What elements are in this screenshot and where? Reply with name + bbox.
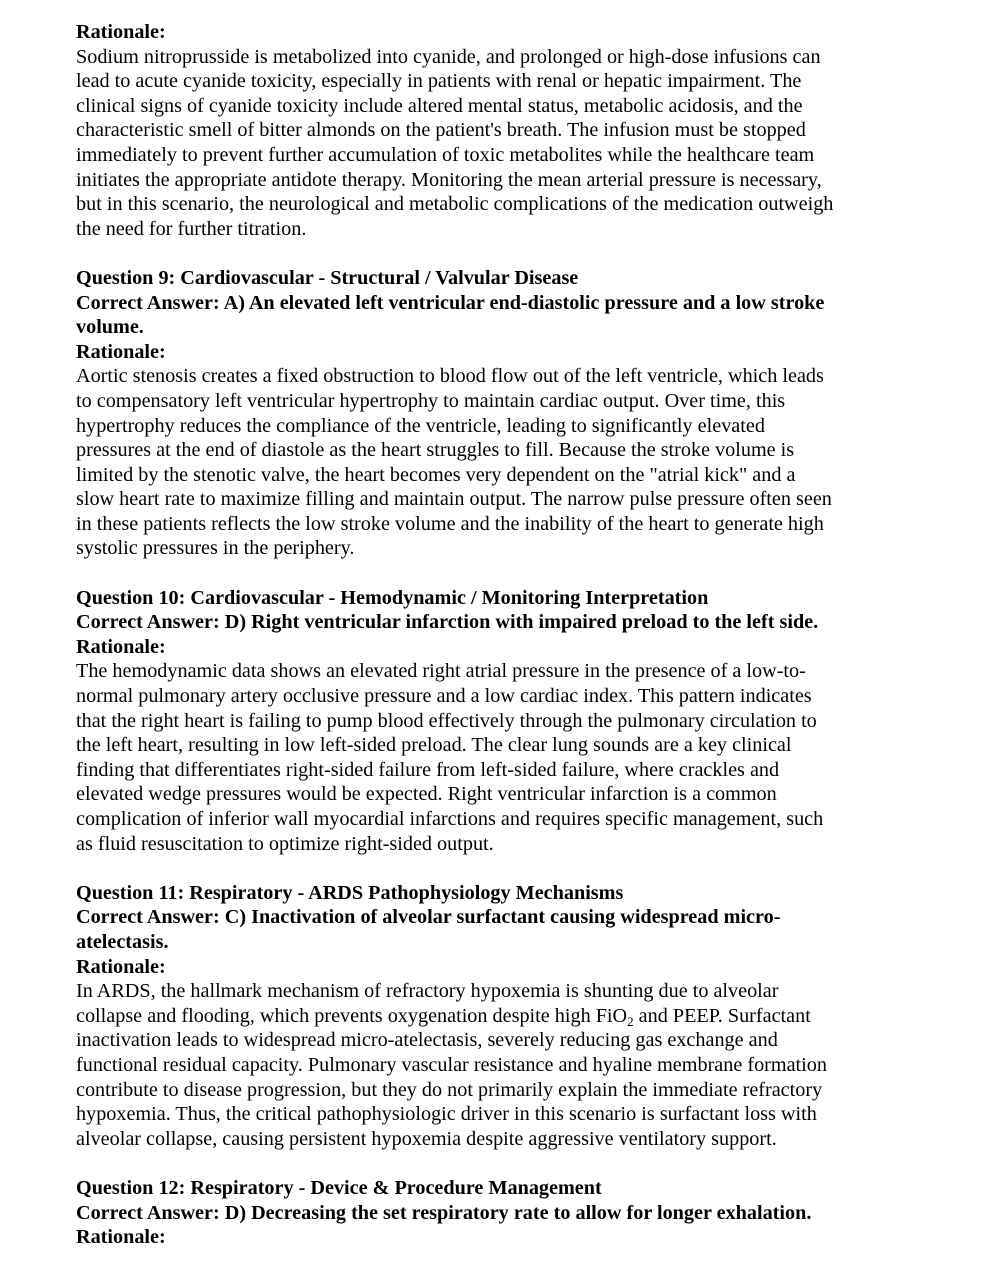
rationale-line: limited by the stenotic valve, the heart becomes very dependent on the "atrial kick" and a (76, 463, 796, 486)
rationale-label: Rationale: (76, 21, 166, 43)
question-title: Question 12: Respiratory - Device & Procedure Management (76, 1176, 602, 1199)
rationale-text (76, 979, 906, 1151)
rationale-label: Rationale: (76, 1226, 166, 1249)
spacer (76, 561, 906, 586)
question-title: Question 11: Respiratory - ARDS Pathophysiology Mechanisms (76, 881, 624, 904)
rationale-line: in these patients reflects the low stroke volume and the inability of the heart to generate high (76, 512, 824, 535)
rationale-line: In ARDS, the hallmark mechanism of refractory hypoxemia is shunting due to alveolar (76, 980, 779, 1003)
rationale-line: initiates the appropriate antidote therapy. Monitoring the mean arterial pressure is necessary, (76, 168, 822, 191)
rationale-line: to compensatory left ventricular hypertrophy to maintain cardiac output. Over time, this (76, 389, 786, 412)
spacer (76, 1151, 906, 1176)
rationale-text (76, 364, 906, 561)
spacer (76, 856, 906, 881)
question-12-section (76, 1176, 906, 1250)
document-page (76, 20, 906, 1250)
correct-answer: Correct Answer: D) Right ventricular infarction with impaired preload to the left side. (76, 611, 819, 634)
rationale-label: Rationale: (76, 635, 166, 658)
question-11-section (76, 881, 906, 1152)
rationale-line: hypertrophy reduces the compliance of the ventricle, leading to significantly elevated (76, 414, 765, 437)
question-title: Question 9: Cardiovascular - Structural / Valvular Disease (76, 266, 579, 289)
correct-answer: Correct Answer: D) Decreasing the set respiratory rate to allow for longer exhalation. (76, 1201, 812, 1224)
subscript: 2 (627, 1013, 634, 1029)
rationale-line: normal pulmonary artery occlusive pressure and a low cardiac index. This pattern indicates (76, 685, 812, 708)
rationale-line: The hemodynamic data shows an elevated right atrial pressure in the presence of a low-to- (76, 660, 806, 683)
rationale-line: Sodium nitroprusside is metabolized into cyanide, and prolonged or high-dose infusions can (76, 45, 821, 68)
rationale-line: that the right heart is failing to pump blood effectively through the pulmonary circulation to (76, 709, 817, 732)
rationale-line: alveolar collapse, causing persistent hypoxemia despite aggressive ventilatory support. (76, 1127, 777, 1150)
rationale-line: the left heart, resulting in low left-sided preload. The clear lung sounds are a key clinical (76, 734, 792, 757)
question-9-section (76, 266, 906, 561)
rationale-text (76, 45, 906, 242)
rationale-line: as fluid resuscitation to optimize right-sided output. (76, 832, 494, 855)
rationale-line: inactivation leads to widespread micro-atelectasis, severely reducing gas exchange and (76, 1029, 778, 1052)
rationale-line: immediately to prevent further accumulation of toxic metabolites while the healthcare team (76, 143, 815, 166)
rationale-line: contribute to disease progression, but they do not primarily explain the immediate refractory (76, 1078, 823, 1101)
rationale-label: Rationale: (76, 340, 166, 363)
rationale-fragment: collapse and flooding, which prevents oxygenation despite high FiO (76, 1004, 628, 1027)
rationale-line: elevated wedge pressures would be expected. Right ventricular infarction is a common (76, 783, 777, 806)
rationale-line: complication of inferior wall myocardial infarctions and requires specific management, such (76, 808, 824, 830)
correct-answer: Correct Answer: C) Inactivation of alveolar surfactant causing widespread micro- (76, 906, 781, 929)
correct-answer: atelectasis. (76, 930, 169, 953)
rationale-line: clinical signs of cyanide toxicity include altered mental status, metabolic acidosis, and the (76, 94, 803, 117)
correct-answer: Correct Answer: A) An elevated left ventricular end-diastolic pressure and a low stroke (76, 291, 825, 314)
rationale-line: slow heart rate to maximize filling and maintain output. The narrow pulse pressure often seen (76, 488, 832, 511)
spacer (76, 241, 906, 266)
rationale-line: systolic pressures in the periphery. (76, 537, 355, 560)
question-8-section (76, 20, 906, 241)
rationale-line: Aortic stenosis creates a fixed obstruction to blood flow out of the left ventricle, which leads (76, 365, 824, 388)
question-10-section (76, 586, 906, 857)
rationale-line (76, 1004, 906, 1029)
question-title: Question 10: Cardiovascular - Hemodynamic / Monitoring Interpretation (76, 586, 709, 609)
rationale-label: Rationale: (76, 955, 166, 978)
correct-answer: volume. (76, 316, 144, 339)
rationale-line: lead to acute cyanide toxicity, especially in patients with renal or hepatic impairment. The (76, 70, 802, 93)
rationale-line: functional residual capacity. Pulmonary vascular resistance and hyaline membrane formation (76, 1053, 827, 1076)
rationale-line: characteristic smell of bitter almonds on the patient's breath. The infusion must be stopped (76, 119, 806, 142)
rationale-line: finding that differentiates right-sided failure from left-sided failure, where crackles and (76, 758, 780, 781)
rationale-line: but in this scenario, the neurological and metabolic complications of the medication outweigh (76, 193, 834, 216)
rationale-fragment: and PEEP. Surfactant (633, 1004, 811, 1027)
rationale-line: the need for further titration. (76, 217, 307, 240)
rationale-line: pressures at the end of diastole as the heart struggles to fill. Because the stroke volume is (76, 439, 795, 462)
rationale-line: hypoxemia. Thus, the critical pathophysiologic driver in this scenario is surfactant loss with (76, 1103, 817, 1126)
rationale-text (76, 659, 906, 856)
